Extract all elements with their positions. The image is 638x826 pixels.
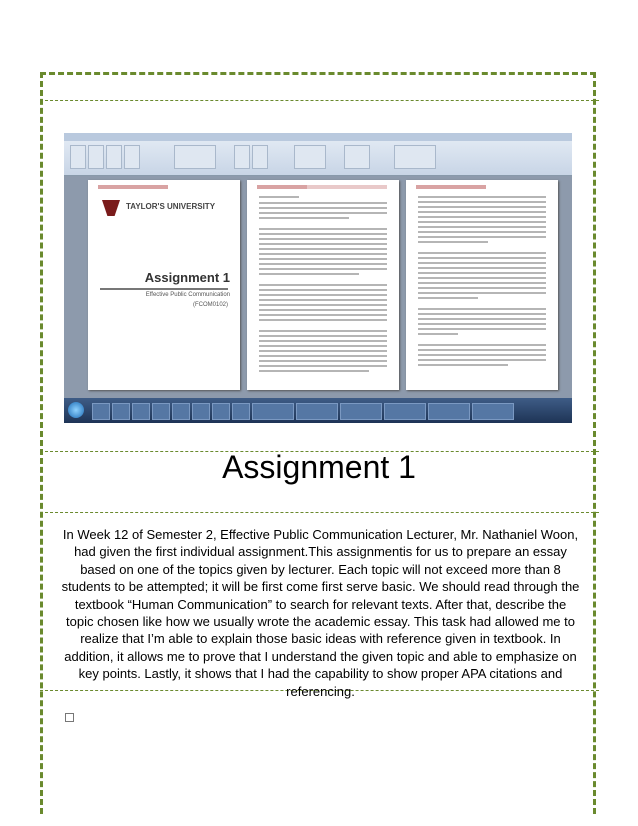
ribbon-button [88,145,104,169]
text-line [418,196,546,198]
text-line [259,273,359,275]
start-orb-icon [68,402,84,418]
text-line [259,212,387,214]
text-line [418,297,478,299]
ribbon-button [106,145,122,169]
text-line [259,263,387,265]
text-line [259,330,387,332]
ribbon-group [394,145,436,169]
text-line [418,359,546,361]
windows-taskbar [64,398,572,423]
text-line [259,228,387,230]
page-subtitle: Effective Public Communication [145,292,230,298]
text-line [259,314,387,316]
taskbar-app-icon [212,403,230,420]
ribbon-button [252,145,268,169]
text-line [259,360,387,362]
doc-page-2 [247,180,399,390]
text-line [418,206,546,208]
divider-heading [40,512,599,513]
page-heading: Assignment 1 [222,449,416,485]
document-area [64,176,572,398]
text-line [418,236,546,238]
text-line [418,231,546,233]
taskbar-app-icon [92,403,110,420]
text-line [418,277,546,279]
text-line [418,267,546,269]
text-line [418,282,546,284]
text-line [418,287,546,289]
text-line [259,289,387,291]
text-line [418,313,546,315]
divider-top [40,100,599,101]
text-line [418,216,546,218]
page-header [416,185,486,189]
university-logo-icon [102,200,120,216]
assignment-paragraph: In Week 12 of Semester 2, Effective Public Communication Lecturer, Mr. Nathaniel Woon, had given the first individual assignment.This assignmentis for us to prepare an essay based on one of the topics given by lecturer. Each topic will not exceed more than 8 students to be attempted; it will be first come first serve basic. We should read through the textbook “Human Communication” to search for relevant texts. After that, describe the topic chosen like how we usually wrote the academic essay. This task had allowed me to realize that I’m able to explain those basic ideas with reference given in textbook. In addition, it allows me to prove that I understand the given topic and able to emphasize on key points. Lastly, it shows that I had the capability to show proper APA citations and referencing. [61,527,580,699]
taskbar-app-icon [152,403,170,420]
taskbar-window-button [252,403,294,420]
text-line [418,349,546,351]
word-screenshot-image [64,133,572,423]
ribbon-titlebar [64,133,572,141]
text-line [259,202,387,204]
doc-page-1 [88,180,240,390]
taskbar-app-icon [172,403,190,420]
text-line [418,211,546,213]
ribbon-button [70,145,86,169]
taskbar-window-button [428,403,470,420]
text-line [259,196,299,198]
taskbar-window-button [296,403,338,420]
text-line [418,354,546,356]
text-line [259,268,387,270]
text-line [418,344,546,346]
text-line [259,319,387,321]
doc-page-3 [406,180,558,390]
word-ribbon [64,133,572,176]
ribbon-group [294,145,326,169]
taskbar-window-button [384,403,426,420]
title-rule [100,288,228,290]
text-line [418,333,458,335]
text-line [259,309,387,311]
text-line [418,328,546,330]
page-header-accent [307,185,387,189]
ribbon-group [344,145,370,169]
text-line [259,238,387,240]
taskbar-app-icon [232,403,250,420]
text-line [259,217,349,219]
text-line [259,340,387,342]
text-line [259,335,387,337]
text-line [418,364,508,366]
text-line [259,365,387,367]
taskbar-app-icon [112,403,130,420]
university-name: TAYLOR'S UNIVERSITY [126,202,216,211]
ribbon-button [234,145,250,169]
text-line [259,294,387,296]
text-line [259,345,387,347]
text-line [259,299,387,301]
page-title: Assignment 1 [144,270,230,285]
ribbon-group [174,145,216,169]
text-line [259,207,387,209]
taskbar-window-button [340,403,382,420]
text-line [259,284,387,286]
text-line [259,253,387,255]
empty-checkbox-icon [65,713,74,722]
taskbar-app-icon [192,403,210,420]
text-line [259,350,387,352]
text-line [259,370,369,372]
text-line [418,308,546,310]
text-line [259,243,387,245]
text-line [418,272,546,274]
page-header [98,185,168,189]
text-line [259,233,387,235]
text-line [418,257,546,259]
text-line [418,201,546,203]
text-line [418,292,546,294]
text-line [418,262,546,264]
text-line [259,258,387,260]
text-line [418,241,488,243]
text-line [418,323,546,325]
course-code: (FCOM0102) [192,302,228,308]
text-line [259,248,387,250]
taskbar-window-button [472,403,514,420]
taskbar-app-icon [132,403,150,420]
text-line [259,304,387,306]
ribbon-button [124,145,140,169]
text-line [259,355,387,357]
text-line [418,226,546,228]
text-line [418,318,546,320]
text-line [418,221,546,223]
text-line [418,252,546,254]
